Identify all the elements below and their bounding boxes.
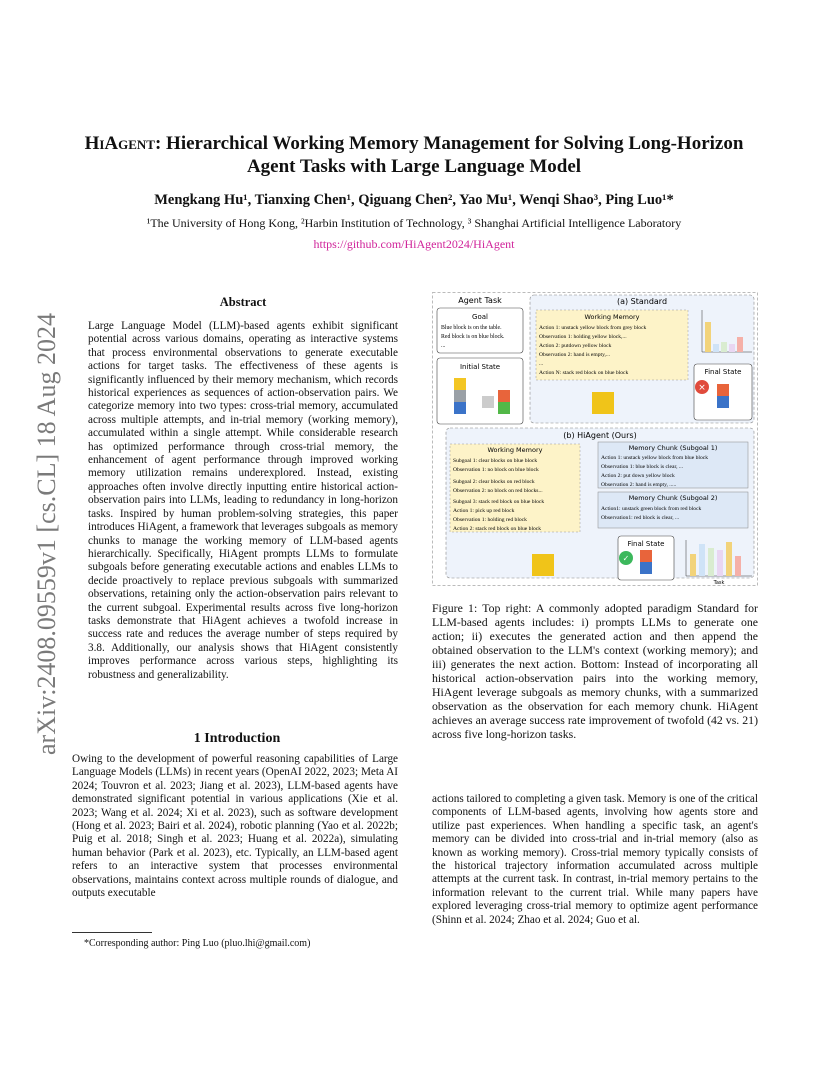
block-orange: [498, 390, 510, 402]
paper-title: [60, 132, 768, 178]
block-green: [498, 402, 510, 414]
fig-mc1-a: Action 1: unstack yellow block from blue block: [601, 455, 709, 461]
footnote: *Corresponding author: Ping Luo (pluo.lhi@gmail.com): [84, 938, 311, 949]
title-method-name: HiAgent: [84, 133, 155, 154]
svg-text:✓: ✓: [622, 554, 630, 563]
fig-initial-state: Initial State: [459, 363, 501, 371]
abstract-heading: Abstract: [219, 295, 267, 309]
fig-b-5: Subgoal 3: stack red block on blue block: [453, 499, 545, 505]
github-link[interactable]: https://github.com/HiAgent2024/HiAgent: [313, 237, 515, 251]
fig-final-state: Final State: [704, 368, 742, 376]
fig-wm-b: Working Memory: [487, 446, 543, 454]
fig-final-state-b: Final State: [627, 540, 665, 548]
fig-mc2: Memory Chunk (Subgoal 2): [628, 494, 718, 502]
fig-b-7: Observation 1: holding red block: [453, 517, 527, 523]
svg-text:×: ×: [698, 383, 706, 393]
fig-mc2-b: Observation1: red block is clear, ...: [601, 515, 680, 521]
fig-wm-4: Observation 2: hand is empty,...: [539, 352, 611, 358]
fig-b-1: Subgoal 1: clear blocks on blue block: [453, 458, 538, 464]
fig-agent-task: Agent Task: [458, 296, 502, 305]
authors: Mengkang Hu¹, Tianxing Chen¹, Qiguang Chen², Yao Mu¹, Wenqi Shao³, Ping Luo¹*: [154, 192, 674, 208]
fig-wm-2: Observation 1: holding yellow block,...: [539, 334, 627, 340]
fig-mc1-b: Observation 1: blue block is clear, ...: [601, 464, 684, 470]
robot-arm-icon-b: [532, 554, 554, 576]
right-column-body: actions tailored to completing a given task. Memory is one of the critical components of LLM-based agents, involving how agents store and utilize past experiences. When handling a specific task, an agent's memory can be divided into cross-trial and in-trial memory (also as known as working memory). Cross-trial memory typically consists of the historical trajectory information accumulated across multiple attempts at the current task. In contrast, in-trial memory pertains to the information relevant to the current trial. While many papers have explored leveraging cross-trial memory to optimize agent performance (Shinn et al. 2024; Zhao et al. 2024; Guo et al.: [432, 793, 758, 926]
arxiv-id: arXiv:2408.09559v1 [cs.CL] 18 Aug 2024: [32, 313, 61, 755]
fig-hiagent: (b) HiAgent (Ours): [563, 431, 637, 440]
fig-standard: (a) Standard: [616, 297, 668, 306]
abstract-body: Large Language Model (LLM)-based agents exhibit significant potential across various domains, operating as interactive systems that process environmental observations to generate executable actions for target tasks. The effectiveness of these agents is significantly influenced by their memory mechanism, which records historical experiences as sequences of action-observation pairs. We categorize memory into two types: cross-trial memory, accumulated across multiple attempts, and in-trial memory (working memory), accumulated within a single attempt. While considerable research has optimized performance through cross-trial memory, the enhancement of agent performance through improved working memory utilization remains underexplored. Instead, existing approaches often involve directly inputting entire historical action-observation pairs into LLMs, leading to redundancy in long-horizon tasks. Inspired by human problem-solving strategies, this paper introduces HiAgent, a framework that leverages subgoals as memory chunks to manage the working memory of LLM-based agents hierarchically. Specifically, HiAgent prompts LLMs to formulate subgoals before generating executable actions and enables LLMs to decide proactively to replace previous subgoals with summarized observations, retaining only the action-observation pairs relevant to the current subgoal. Experimental results across five long-horizon tasks demonstrate that HiAgent achieves a twofold increase in success rate and reduces the average number of steps required by 3.8. Additionally, our analysis shows that HiAgent consistently improves performance across various steps, highlighting its robustness and generalizability.: [88, 320, 398, 681]
affiliations: ¹The University of Hong Kong, ²Harbin Institution of Technology, ³ Shanghai Artificial Intelligence Laboratory: [146, 216, 682, 230]
intro-body: Owing to the development of powerful reasoning capabilities of Large Language Models (LLMs) in recent years (OpenAI 2022, 2023; Meta AI 2024; Touvron et al. 2023; Jiang et al. 2023), LLM-based agents have demonstrated significant potential in various applications (Xie et al. 2023; Wang et al. 2024; Xi et al. 2023), such as software development (Hong et al. 2023; Bairi et al. 2024), robotic planning (Yao et al. 2022b; Puig et al. 2018; Singh et al. 2023; Huang et al. 2022a), simulating human behavior (Park et al. 2023), etc. Typically, an LLM-based agent refers to an interactive system that processes environmental observations, maintains context across multiple rounds of dialogue, and outputs executable: [72, 753, 398, 900]
figure-1: [432, 292, 758, 586]
fig-goal-l2: Red block is on blue block.: [441, 334, 505, 340]
fig-mc1-d: Observation 2: hand is empty, .....: [601, 482, 677, 488]
fig-wm: Working Memory: [584, 313, 640, 321]
fig-wm-5: ...: [539, 361, 544, 367]
footnote-rule: [72, 932, 152, 933]
arxiv-stamp: [12, 285, 61, 755]
fig-task-label: Task: [713, 580, 725, 586]
block-yellow: [454, 378, 466, 390]
fig-goal-l3: ...: [441, 343, 446, 349]
fig-b-4: Observation 2: no block on red blocks...: [453, 488, 543, 494]
fig-goal: Goal: [472, 313, 488, 321]
fig-b-3: Subgoal 2: clear blocks on red block: [453, 479, 535, 485]
block-grey: [454, 390, 466, 402]
intro-heading: 1 Introduction: [193, 731, 281, 746]
fig-wm-6: Action N: stack red block on blue block: [539, 370, 629, 376]
fig-b-2: Observation 1: no block on blue block: [453, 467, 539, 473]
fig-mc1-c: Action 2: put down yellow block: [601, 473, 675, 479]
fig-mc1: Memory Chunk (Subgoal 1): [628, 444, 718, 452]
fig-mc2-a: Action1: unstack green block from red block: [601, 506, 702, 512]
figure-caption: Figure 1: Top right: A commonly adopted paradigm Standard for LLM-based agents includes: i) prompts LLMs to generate one action; ii) executes the generated action and then append the obtained observation to the LLM's context (working memory); and iii) generates the next action. Bottom: Instead of incorporating all historical action-observation pairs into the working memory, HiAgent leverage subgoals as memory chunks, with a summarized observation as the observation for each memory chunk. HiAgent achieves an average success rate improvement of twofold (42 vs. 21) across five long-horizon tasks.: [432, 601, 758, 741]
fig-wm-1: Action 1: unstack yellow block from grey block: [539, 325, 647, 331]
block-white: [482, 396, 494, 408]
fig-b-8: Action 2: stack red block on blue block: [453, 526, 542, 532]
title-text: : Hierarchical Working Memory Management for Solving Long-Horizon Agent Tasks with Large Language Model: [154, 133, 744, 177]
fig-wm-3: Action 2: putdown yellow block: [539, 343, 612, 349]
robot-arm-icon: [592, 392, 614, 414]
fig-goal-l1: Blue block is on the table.: [441, 325, 502, 331]
block-blue: [454, 402, 466, 414]
fig-b-6: Action 1: pick up red block: [453, 508, 515, 514]
